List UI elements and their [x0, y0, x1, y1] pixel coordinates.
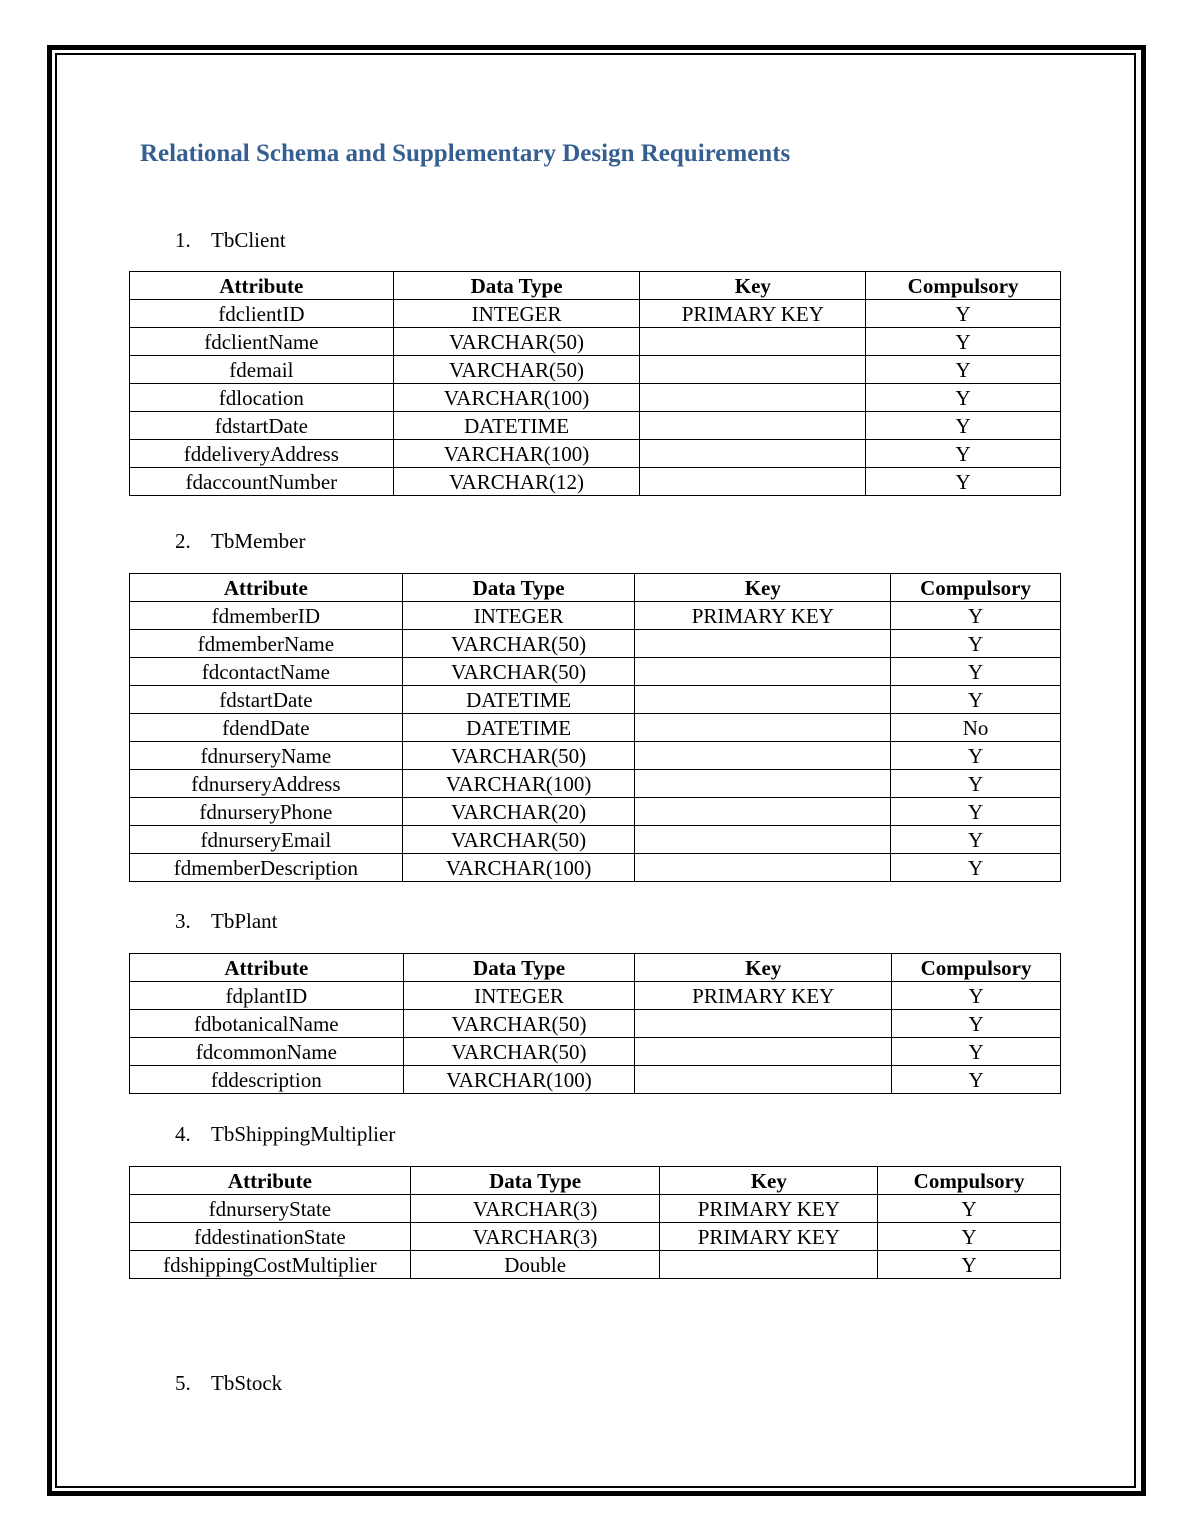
key-cell: [640, 384, 866, 412]
compulsory-cell: Y: [891, 658, 1061, 686]
table-row: [130, 714, 1061, 742]
attribute-cell: fdclientName: [130, 328, 394, 356]
table-tbshippingmultiplier: [129, 1166, 1061, 1279]
key-cell: [635, 630, 891, 658]
compulsory-cell: Y: [866, 300, 1061, 328]
attribute-cell: fdclientID: [130, 300, 394, 328]
attribute-cell: fdnurseryEmail: [130, 826, 403, 854]
column-header-key: Key: [640, 272, 866, 300]
compulsory-cell: Y: [866, 440, 1061, 468]
column-header-data-type: Data Type: [393, 272, 640, 300]
section-heading-tbshippingmultiplier: [175, 1122, 395, 1147]
attribute-cell: fdstartDate: [130, 686, 403, 714]
column-header-data-type: Data Type: [403, 954, 635, 982]
section-number: 2.: [175, 529, 191, 553]
key-cell: [635, 1066, 892, 1094]
table-row: [130, 742, 1061, 770]
data-type-cell: VARCHAR(50): [402, 630, 635, 658]
data-type-cell: VARCHAR(50): [402, 826, 635, 854]
compulsory-cell: Y: [878, 1223, 1061, 1251]
attribute-cell: fddestinationState: [130, 1223, 411, 1251]
key-cell: PRIMARY KEY: [660, 1195, 878, 1223]
key-cell: [635, 770, 891, 798]
table-tbplant: [129, 953, 1061, 1094]
table-row: [130, 826, 1061, 854]
compulsory-cell: Y: [892, 982, 1061, 1010]
table-row: [130, 1038, 1061, 1066]
compulsory-cell: Y: [866, 468, 1061, 496]
key-cell: PRIMARY KEY: [635, 982, 892, 1010]
key-cell: [640, 356, 866, 384]
key-cell: [640, 440, 866, 468]
section-number: 5.: [175, 1371, 191, 1395]
key-cell: [660, 1251, 878, 1279]
compulsory-cell: Y: [891, 742, 1061, 770]
table-header-row: [130, 1167, 1061, 1195]
data-type-cell: INTEGER: [402, 602, 635, 630]
data-type-cell: VARCHAR(50): [403, 1010, 635, 1038]
column-header-attribute: Attribute: [130, 1167, 411, 1195]
attribute-cell: fdendDate: [130, 714, 403, 742]
table-row: [130, 770, 1061, 798]
key-cell: PRIMARY KEY: [660, 1223, 878, 1251]
compulsory-cell: Y: [878, 1195, 1061, 1223]
compulsory-cell: Y: [891, 826, 1061, 854]
attribute-cell: fdbotanicalName: [130, 1010, 404, 1038]
compulsory-cell: Y: [866, 356, 1061, 384]
section-name: TbMember: [211, 529, 306, 553]
table-row: [130, 1223, 1061, 1251]
compulsory-cell: Y: [891, 602, 1061, 630]
attribute-cell: fdnurseryPhone: [130, 798, 403, 826]
compulsory-cell: No: [891, 714, 1061, 742]
data-type-cell: INTEGER: [393, 300, 640, 328]
attribute-cell: fdmemberName: [130, 630, 403, 658]
section-number: 1.: [175, 228, 191, 252]
column-header-key: Key: [635, 574, 891, 602]
table-row: [130, 658, 1061, 686]
data-type-cell: VARCHAR(50): [402, 658, 635, 686]
table-row: [130, 356, 1061, 384]
table-row: [130, 1010, 1061, 1038]
table-header-row: [130, 272, 1061, 300]
table-row: [130, 1066, 1061, 1094]
column-header-attribute: Attribute: [130, 954, 404, 982]
table-header-row: [130, 954, 1061, 982]
compulsory-cell: Y: [878, 1251, 1061, 1279]
column-header-data-type: Data Type: [410, 1167, 660, 1195]
table-row: [130, 854, 1061, 882]
column-header-key: Key: [660, 1167, 878, 1195]
table-row: [130, 630, 1061, 658]
section-name: TbClient: [211, 228, 286, 252]
compulsory-cell: Y: [891, 770, 1061, 798]
table-row: [130, 328, 1061, 356]
attribute-cell: fdplantID: [130, 982, 404, 1010]
column-header-attribute: Attribute: [130, 272, 394, 300]
compulsory-cell: Y: [891, 854, 1061, 882]
column-header-compulsory: Compulsory: [891, 574, 1061, 602]
table-header-row: [130, 574, 1061, 602]
section-heading-tbstock: [175, 1371, 282, 1396]
compulsory-cell: Y: [892, 1038, 1061, 1066]
key-cell: PRIMARY KEY: [640, 300, 866, 328]
data-type-cell: VARCHAR(12): [393, 468, 640, 496]
data-type-cell: VARCHAR(100): [403, 1066, 635, 1094]
table-row: [130, 412, 1061, 440]
section-number: 4.: [175, 1122, 191, 1146]
attribute-cell: fdcommonName: [130, 1038, 404, 1066]
data-type-cell: VARCHAR(100): [402, 770, 635, 798]
table-row: [130, 798, 1061, 826]
attribute-cell: fdnurseryName: [130, 742, 403, 770]
key-cell: [635, 1010, 892, 1038]
table-row: [130, 686, 1061, 714]
data-type-cell: VARCHAR(100): [393, 440, 640, 468]
data-type-cell: VARCHAR(50): [402, 742, 635, 770]
attribute-cell: fdstartDate: [130, 412, 394, 440]
key-cell: [635, 854, 891, 882]
attribute-cell: fddeliveryAddress: [130, 440, 394, 468]
column-header-compulsory: Compulsory: [892, 954, 1061, 982]
compulsory-cell: Y: [891, 630, 1061, 658]
data-type-cell: DATETIME: [402, 714, 635, 742]
data-type-cell: INTEGER: [403, 982, 635, 1010]
table-row: [130, 1251, 1061, 1279]
section-name: TbPlant: [211, 909, 278, 933]
data-type-cell: DATETIME: [402, 686, 635, 714]
table-row: [130, 440, 1061, 468]
section-heading-tbclient: [175, 228, 286, 253]
attribute-cell: fdshippingCostMultiplier: [130, 1251, 411, 1279]
attribute-cell: fdaccountNumber: [130, 468, 394, 496]
data-type-cell: VARCHAR(100): [402, 854, 635, 882]
table-tbmember: [129, 573, 1061, 882]
key-cell: [640, 412, 866, 440]
compulsory-cell: Y: [891, 798, 1061, 826]
section-name: TbStock: [211, 1371, 283, 1395]
key-cell: [635, 798, 891, 826]
attribute-cell: fdmemberDescription: [130, 854, 403, 882]
data-type-cell: VARCHAR(3): [410, 1195, 660, 1223]
section-number: 3.: [175, 909, 191, 933]
column-header-attribute: Attribute: [130, 574, 403, 602]
compulsory-cell: Y: [866, 328, 1061, 356]
section-heading-tbmember: [175, 529, 305, 554]
table-row: [130, 384, 1061, 412]
column-header-compulsory: Compulsory: [878, 1167, 1061, 1195]
key-cell: [635, 686, 891, 714]
section-heading-tbplant: [175, 909, 278, 934]
column-header-key: Key: [635, 954, 892, 982]
attribute-cell: fdemail: [130, 356, 394, 384]
data-type-cell: VARCHAR(100): [393, 384, 640, 412]
key-cell: PRIMARY KEY: [635, 602, 891, 630]
attribute-cell: fdnurseryAddress: [130, 770, 403, 798]
data-type-cell: VARCHAR(3): [410, 1223, 660, 1251]
attribute-cell: fddescription: [130, 1066, 404, 1094]
attribute-cell: fdnurseryState: [130, 1195, 411, 1223]
key-cell: [635, 742, 891, 770]
table-row: [130, 300, 1061, 328]
section-name: TbShippingMultiplier: [211, 1122, 396, 1146]
compulsory-cell: Y: [891, 686, 1061, 714]
page-title: Relational Schema and Supplementary Design Requirements: [140, 140, 791, 167]
compulsory-cell: Y: [866, 412, 1061, 440]
key-cell: [635, 658, 891, 686]
data-type-cell: DATETIME: [393, 412, 640, 440]
attribute-cell: fdcontactName: [130, 658, 403, 686]
attribute-cell: fdlocation: [130, 384, 394, 412]
table-row: [130, 1195, 1061, 1223]
key-cell: [640, 468, 866, 496]
key-cell: [640, 328, 866, 356]
data-type-cell: VARCHAR(50): [403, 1038, 635, 1066]
compulsory-cell: Y: [866, 384, 1061, 412]
data-type-cell: VARCHAR(50): [393, 356, 640, 384]
key-cell: [635, 1038, 892, 1066]
key-cell: [635, 826, 891, 854]
data-type-cell: VARCHAR(20): [402, 798, 635, 826]
column-header-compulsory: Compulsory: [866, 272, 1061, 300]
key-cell: [635, 714, 891, 742]
compulsory-cell: Y: [892, 1066, 1061, 1094]
column-header-data-type: Data Type: [402, 574, 635, 602]
data-type-cell: VARCHAR(50): [393, 328, 640, 356]
compulsory-cell: Y: [892, 1010, 1061, 1038]
attribute-cell: fdmemberID: [130, 602, 403, 630]
table-row: [130, 982, 1061, 1010]
table-row: [130, 602, 1061, 630]
data-type-cell: Double: [410, 1251, 660, 1279]
table-tbclient: [129, 271, 1061, 496]
table-row: [130, 468, 1061, 496]
